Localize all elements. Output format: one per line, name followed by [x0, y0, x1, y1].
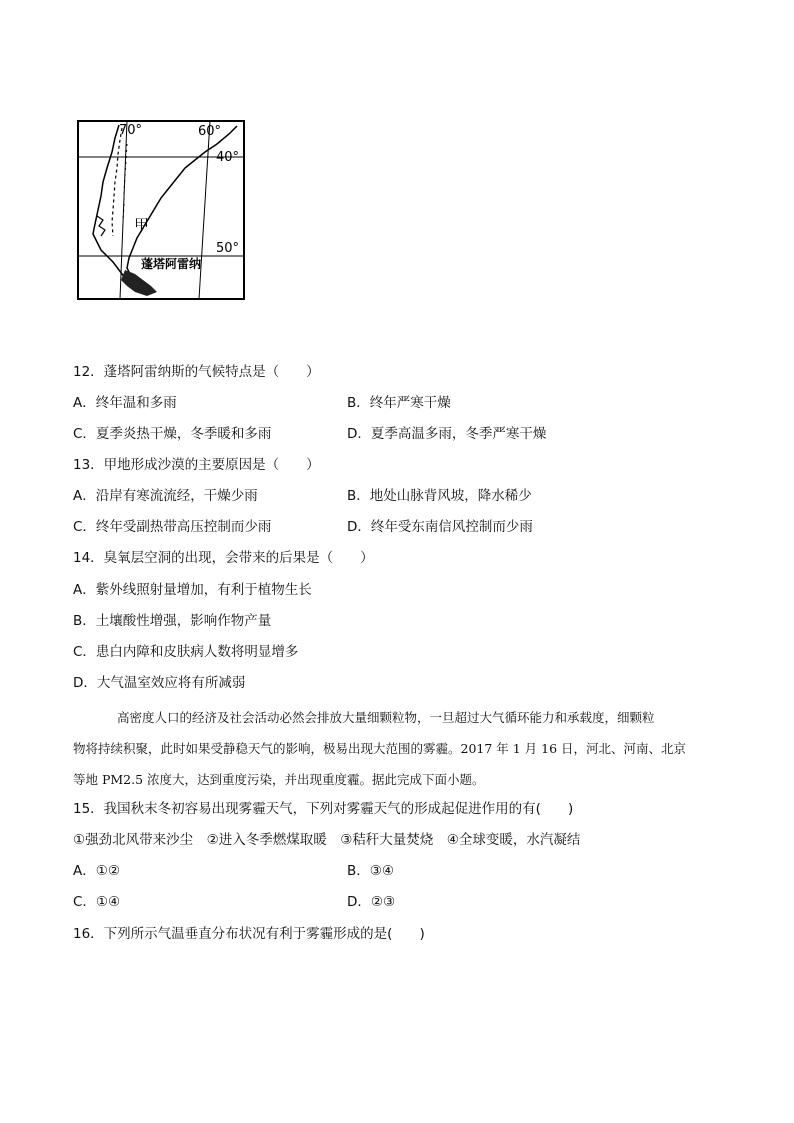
lon-60-label: 60° [198, 124, 222, 139]
city-label: 蓬塔阿雷纳 [141, 257, 202, 271]
lat-40-label: 40° [216, 150, 240, 165]
reading-passage [73, 702, 723, 795]
q13-option-a[interactable]: A．沿岸有寒流流经，干燥少雨 [73, 488, 258, 504]
passage-line-3: 等地 PM2.5 浓度大，达到重度污染，并出现重度霾。据此完成下面小题。 [73, 772, 485, 787]
passage-line-2: 物将持续积聚，此时如果受静稳天气的影响，极易出现大范围的雾霾。2017 年 1 月 16 日，河北、河南、北京 [73, 741, 687, 756]
q12-option-d[interactable]: D．夏季高温多雨，冬季严寒干燥 [347, 426, 547, 442]
question-12-stem: 12．蓬塔阿雷纳斯的气候特点是（ ） [73, 364, 320, 380]
q12-option-c[interactable]: C．夏季炎热干燥，冬季暖和多雨 [73, 426, 272, 442]
q15-option-c[interactable]: C．①④ [73, 894, 121, 910]
q15-option-d[interactable]: D．②③ [347, 894, 396, 910]
q14-option-d[interactable]: D．大气温室效应将有所减弱 [73, 675, 246, 691]
q15-option-a[interactable]: A．①② [73, 863, 120, 879]
lon-70-label: 70° [119, 123, 143, 138]
q14-option-b[interactable]: B．土壤酸性增强，影响作物产量 [73, 613, 272, 629]
q14-option-a[interactable]: A．紫外线照射量增加，有利于植物生长 [73, 582, 312, 598]
south-america-map [77, 120, 245, 300]
q12-option-a[interactable]: A．终年温和多雨 [73, 395, 177, 411]
map-frame [78, 121, 244, 299]
q13-option-d[interactable]: D．终年受东南信风控制而少雨 [347, 519, 533, 535]
lat-50-label: 50° [216, 241, 240, 256]
jia-label: 甲 [134, 216, 150, 234]
q12-option-b[interactable]: B．终年严寒干燥 [347, 395, 451, 411]
question-14-stem: 14．臭氧层空洞的出现，会带来的后果是（ ） [73, 550, 374, 566]
q14-option-c[interactable]: C．患白内障和皮肤病人数将明显增多 [73, 644, 299, 660]
passage-line-1: 高密度人口的经济及社会活动必然会排放大量细颗粒物，一旦超过大气循环能力和承载度，细颗粒 [117, 710, 655, 725]
q13-option-b[interactable]: B．地处山脉背风坡，降水稀少 [347, 488, 532, 504]
question-13-stem: 13．甲地形成沙漠的主要原因是（ ） [73, 457, 320, 473]
question-16-stem: 16．下列所示气温垂直分布状况有利于雾霾形成的是( ) [73, 926, 425, 942]
q15-statements: ①强劲北风带来沙尘 ②进入冬季燃煤取暖 ③秸秆大量焚烧 ④全球变暖，水汽凝结 [73, 832, 581, 848]
q15-option-b[interactable]: B．③④ [347, 863, 394, 879]
q13-option-c[interactable]: C．终年受副热带高压控制而少雨 [73, 519, 272, 535]
question-15-stem: 15．我国秋末冬初容易出现雾霾天气，下列对雾霾天气的形成起促进作用的有( ) [73, 801, 574, 817]
